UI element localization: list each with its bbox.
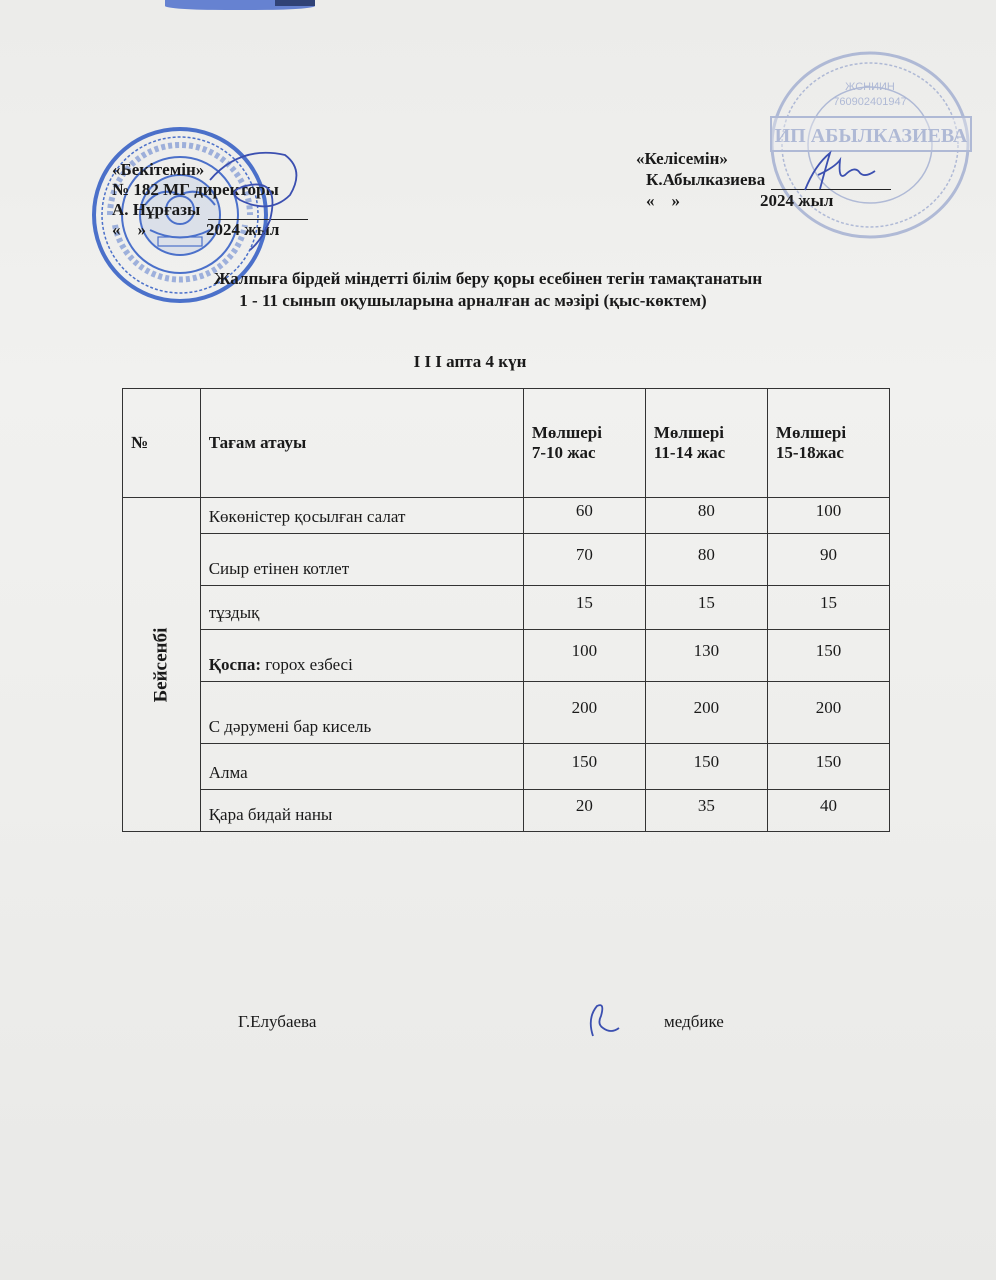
title-line-2: 1 - 11 сынып оқушыларына арналған ас мәзірі (қыс-көктем): [239, 291, 707, 310]
date-quote-open: «: [112, 220, 121, 239]
portion-15-18: 200: [767, 682, 889, 744]
day-cell: [123, 498, 201, 832]
header-portion-11-14: Мөлшері 11-14 жас: [645, 389, 767, 498]
portion-15-18: 150: [767, 744, 889, 790]
dish-name: тұздық: [200, 586, 523, 630]
table-row: [123, 790, 890, 832]
portion-15-18: 90: [767, 534, 889, 586]
portion-15-18: 15: [767, 586, 889, 630]
dish-name: Қара бидай наны: [200, 790, 523, 832]
portion-7-10: 60: [523, 498, 645, 534]
table-row: [123, 682, 890, 744]
approver-title: № 182 МГ директоры: [112, 180, 279, 199]
date-quote-close: »: [137, 220, 146, 239]
dish-name: С дәрумені бар кисель: [200, 682, 523, 744]
portion-11-14: 80: [645, 534, 767, 586]
stamp-fragment-dark: [275, 0, 315, 6]
table-row: [123, 744, 890, 790]
header-dish-name: Тағам атауы: [200, 389, 523, 498]
portion-11-14: 15: [645, 586, 767, 630]
day-label: Бейсенбі: [150, 627, 172, 702]
portion-11-14: 80: [645, 498, 767, 534]
portion-11-14: 130: [645, 630, 767, 682]
footer-nurse-name: Г.Елубаева: [238, 1012, 317, 1031]
dish-name: Сиыр етінен котлет: [200, 534, 523, 586]
dish-name: Қоспа: горох езбесі: [200, 630, 523, 682]
portion-7-10: 20: [523, 790, 645, 832]
header-number: №: [123, 389, 201, 498]
header-portion-15-18: Мөлшері 15-18жас: [767, 389, 889, 498]
portion-7-10: 200: [523, 682, 645, 744]
table-row: [123, 534, 890, 586]
svg-text:ИП АБЫЛКАЗИЕВА: ИП АБЫЛКАЗИЕВА: [774, 125, 968, 147]
agreement-heading: «Келісемін»: [636, 149, 728, 168]
approver-name: А. Нұрғазы: [112, 200, 201, 219]
agreement-name: К.Абылказиева: [646, 170, 766, 189]
nurse-signature-icon: [583, 1000, 623, 1040]
director-signature-icon: [190, 140, 310, 260]
portion-11-14: 200: [645, 682, 767, 744]
table-row: [123, 630, 890, 682]
approval-year: 2024 жыл: [206, 220, 280, 239]
agreement-year: 2024 жыл: [760, 191, 834, 210]
portion-11-14: 35: [645, 790, 767, 832]
portion-7-10: 70: [523, 534, 645, 586]
portion-7-10: 15: [523, 586, 645, 630]
svg-text:ЖСНИИН: ЖСНИИН: [845, 81, 895, 93]
portion-7-10: 150: [523, 744, 645, 790]
dish-name: Алма: [200, 744, 523, 790]
document-title: [0, 268, 996, 312]
date-quote-close: »: [671, 191, 680, 210]
portion-15-18: 150: [767, 630, 889, 682]
svg-text:760902401947: 760902401947: [833, 96, 907, 108]
date-quote-open: «: [646, 191, 655, 210]
portion-15-18: 40: [767, 790, 889, 832]
menu-table: [122, 388, 890, 832]
header-portion-7-10: Мөлшері 7-10 жас: [523, 389, 645, 498]
footer-nurse-role: медбике: [664, 1012, 724, 1031]
table-row: [123, 586, 890, 630]
portion-11-14: 150: [645, 744, 767, 790]
table-row: [123, 498, 890, 534]
approval-heading: «Бекітемін»: [112, 160, 205, 179]
week-day-subtitle: I I I апта 4 күн: [413, 352, 527, 371]
table-header-row: [123, 389, 890, 498]
agreement-signature-icon: [800, 145, 880, 195]
dish-name: Көкөністер қосылған салат: [200, 498, 523, 534]
portion-15-18: 100: [767, 498, 889, 534]
title-line-1: Жалпыға бірдей міндетті білім беру қоры есебінен тегін тамақтанатын: [213, 269, 763, 288]
portion-7-10: 100: [523, 630, 645, 682]
